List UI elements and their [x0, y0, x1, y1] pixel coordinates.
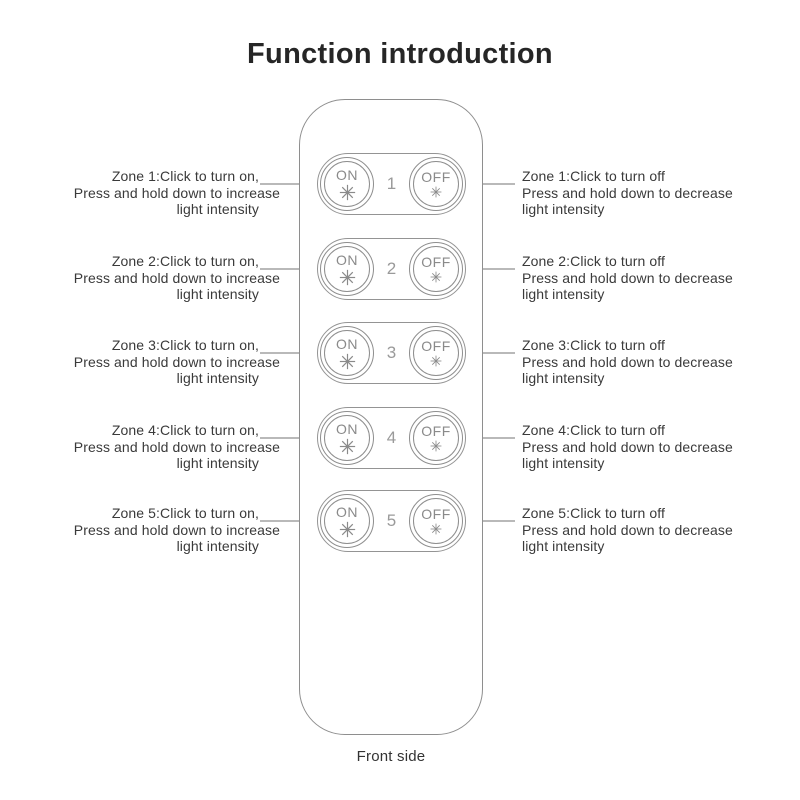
zone-4-button-group [317, 407, 466, 469]
note-line: Press and hold down to decrease [522, 184, 733, 201]
note-line: light intensity [176, 201, 259, 217]
zone-1-button-group [317, 153, 466, 215]
zone-4-right-note [522, 422, 784, 472]
page-title: Function introduction [247, 38, 553, 70]
note-line: light intensity [522, 201, 605, 217]
note-line: Press and hold down to increase [73, 184, 280, 201]
zone-number: 3 [386, 343, 397, 362]
zone-5-right-note [522, 505, 784, 555]
on-button-label: ON [336, 166, 358, 183]
zone-4-off-button [409, 411, 463, 465]
note-line: Zone 1:Click to turn off [522, 168, 665, 184]
brightness-star-icon [430, 186, 442, 198]
note-line: light intensity [522, 538, 605, 554]
note-line: light intensity [522, 455, 605, 471]
zone-3-on-button [320, 326, 374, 380]
zone-number: 1 [386, 174, 397, 193]
zone-3-left-note [0, 337, 280, 387]
off-button-label: OFF [421, 506, 451, 522]
on-button-label: ON [336, 251, 358, 268]
note-line: Zone 2:Click to turn on, [111, 253, 259, 269]
zone-1-on-button [320, 157, 374, 211]
zone-3-button-group [317, 322, 466, 384]
brightness-star-icon [430, 440, 442, 452]
note-line: Zone 2:Click to turn off [522, 253, 665, 269]
note-line: Press and hold down to increase [73, 353, 280, 370]
brightness-star-icon [339, 353, 356, 370]
note-line: Press and hold down to decrease [522, 353, 733, 370]
zone-1-right-note [522, 168, 784, 218]
brightness-star-icon [430, 355, 442, 367]
zone-5-on-button [320, 494, 374, 548]
front-side-caption: Front side [356, 748, 426, 765]
note-line: Press and hold down to decrease [522, 438, 733, 455]
zone-number: 2 [386, 259, 397, 278]
zone-4-on-button [320, 411, 374, 465]
zone-2-left-note [0, 253, 280, 303]
off-button-label: OFF [421, 169, 451, 185]
note-line: Zone 3:Click to turn off [522, 337, 665, 353]
zone-1-off-button [409, 157, 463, 211]
note-line: Press and hold down to increase [73, 269, 280, 286]
note-line: light intensity [176, 286, 259, 302]
remote-control-front [299, 99, 483, 735]
note-line: Zone 4:Click to turn on, [111, 422, 259, 438]
zone-2-on-button [320, 242, 374, 296]
brightness-star-icon [339, 438, 356, 455]
zone-5-button-group [317, 490, 466, 552]
brightness-star-icon [430, 271, 442, 283]
brightness-star-icon [430, 523, 442, 535]
zone-2-button-group [317, 238, 466, 300]
zone-3-right-note [522, 337, 784, 387]
note-line: Zone 4:Click to turn off [522, 422, 665, 438]
brightness-star-icon [339, 521, 356, 538]
off-button-label: OFF [421, 423, 451, 439]
note-line: light intensity [522, 370, 605, 386]
zone-2-off-button [409, 242, 463, 296]
brightness-star-icon [339, 184, 356, 201]
note-line: Zone 5:Click to turn on, [111, 505, 259, 521]
brightness-star-icon [339, 269, 356, 286]
zone-number: 5 [386, 511, 397, 530]
note-line: Press and hold down to increase [73, 438, 280, 455]
on-button-label: ON [336, 420, 358, 437]
note-line: Zone 5:Click to turn off [522, 505, 665, 521]
on-button-label: ON [336, 335, 358, 352]
zone-number: 4 [386, 428, 397, 447]
note-line: Press and hold down to decrease [522, 521, 733, 538]
note-line: light intensity [176, 455, 259, 471]
note-line: light intensity [522, 286, 605, 302]
note-line: light intensity [176, 370, 259, 386]
note-line: Zone 1:Click to turn on, [111, 168, 259, 184]
note-line: Zone 3:Click to turn on, [111, 337, 259, 353]
off-button-label: OFF [421, 338, 451, 354]
off-button-label: OFF [421, 254, 451, 270]
zone-2-right-note [522, 253, 784, 303]
zone-1-left-note [0, 168, 280, 218]
note-line: light intensity [176, 538, 259, 554]
note-line: Press and hold down to increase [73, 521, 280, 538]
zone-4-left-note [0, 422, 280, 472]
note-line: Press and hold down to decrease [522, 269, 733, 286]
zone-5-left-note [0, 505, 280, 555]
zone-3-off-button [409, 326, 463, 380]
on-button-label: ON [336, 503, 358, 520]
zone-5-off-button [409, 494, 463, 548]
